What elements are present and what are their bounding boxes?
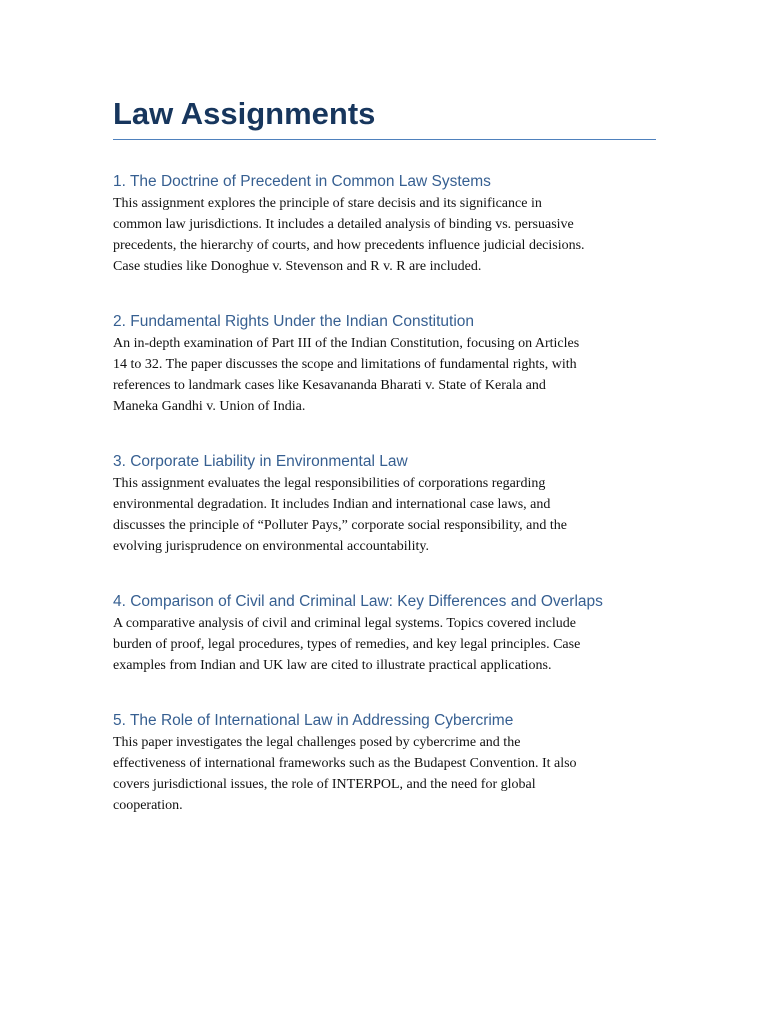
section-body xyxy=(113,333,656,417)
body-line: references to landmark cases like Kesavananda Bharati v. State of Kerala and xyxy=(113,378,546,393)
body-line: This paper investigates the legal challenges posed by cybercrime and the xyxy=(113,735,521,750)
body-line: discusses the principle of “Polluter Pays,” corporate social responsibility, and the xyxy=(113,518,567,533)
body-line: 14 to 32. The paper discusses the scope and limitations of fundamental rights, with xyxy=(113,357,577,372)
section-corporate-liability xyxy=(113,451,656,557)
section-heading: 3. Corporate Liability in Environmental Law xyxy=(113,453,408,470)
body-line: covers jurisdictional issues, the role of INTERPOL, and the need for global xyxy=(113,777,536,792)
body-line: An in-depth examination of Part III of the Indian Constitution, focusing on Articles xyxy=(113,336,580,351)
section-heading: 1. The Doctrine of Precedent in Common Law Systems xyxy=(113,173,491,190)
body-line: environmental degradation. It includes Indian and international case laws, and xyxy=(113,497,551,512)
section-doctrine-of-precedent xyxy=(113,171,656,277)
body-line: This assignment explores the principle of stare decisis and its significance in xyxy=(113,196,542,211)
body-line: Maneka Gandhi v. Union of India. xyxy=(113,399,306,414)
body-line: evolving jurisprudence on environmental accountability. xyxy=(113,539,429,554)
body-line: A comparative analysis of civil and criminal legal systems. Topics covered include xyxy=(113,616,576,631)
section-international-law-cybercrime xyxy=(113,710,656,816)
body-line: examples from Indian and UK law are cited to illustrate practical applications. xyxy=(113,658,552,673)
section-heading: 2. Fundamental Rights Under the Indian Constitution xyxy=(113,313,475,330)
section-civil-vs-criminal-law xyxy=(113,591,656,676)
document-page xyxy=(113,96,656,816)
section-body xyxy=(113,732,656,816)
body-line: cooperation. xyxy=(113,798,183,813)
body-line: This assignment evaluates the legal responsibilities of corporations regarding xyxy=(113,476,546,491)
section-body xyxy=(113,473,656,557)
section-heading: 4. Comparison of Civil and Criminal Law: Key Differences and Overlaps xyxy=(113,593,603,610)
document-title: Law Assignments xyxy=(113,96,656,140)
body-line: Case studies like Donoghue v. Stevenson and R v. R are included. xyxy=(113,259,482,274)
body-line: effectiveness of international frameworks such as the Budapest Convention. It also xyxy=(113,756,577,771)
body-line: burden of proof, legal procedures, types of remedies, and key legal principles. Case xyxy=(113,637,581,652)
section-fundamental-rights xyxy=(113,311,656,417)
section-body xyxy=(113,613,656,676)
section-body xyxy=(113,193,656,277)
body-line: common law jurisdictions. It includes a detailed analysis of binding vs. persuasive xyxy=(113,217,574,232)
body-line: precedents, the hierarchy of courts, and how precedents influence judicial decisions. xyxy=(113,238,585,253)
section-heading: 5. The Role of International Law in Addressing Cybercrime xyxy=(113,712,514,729)
